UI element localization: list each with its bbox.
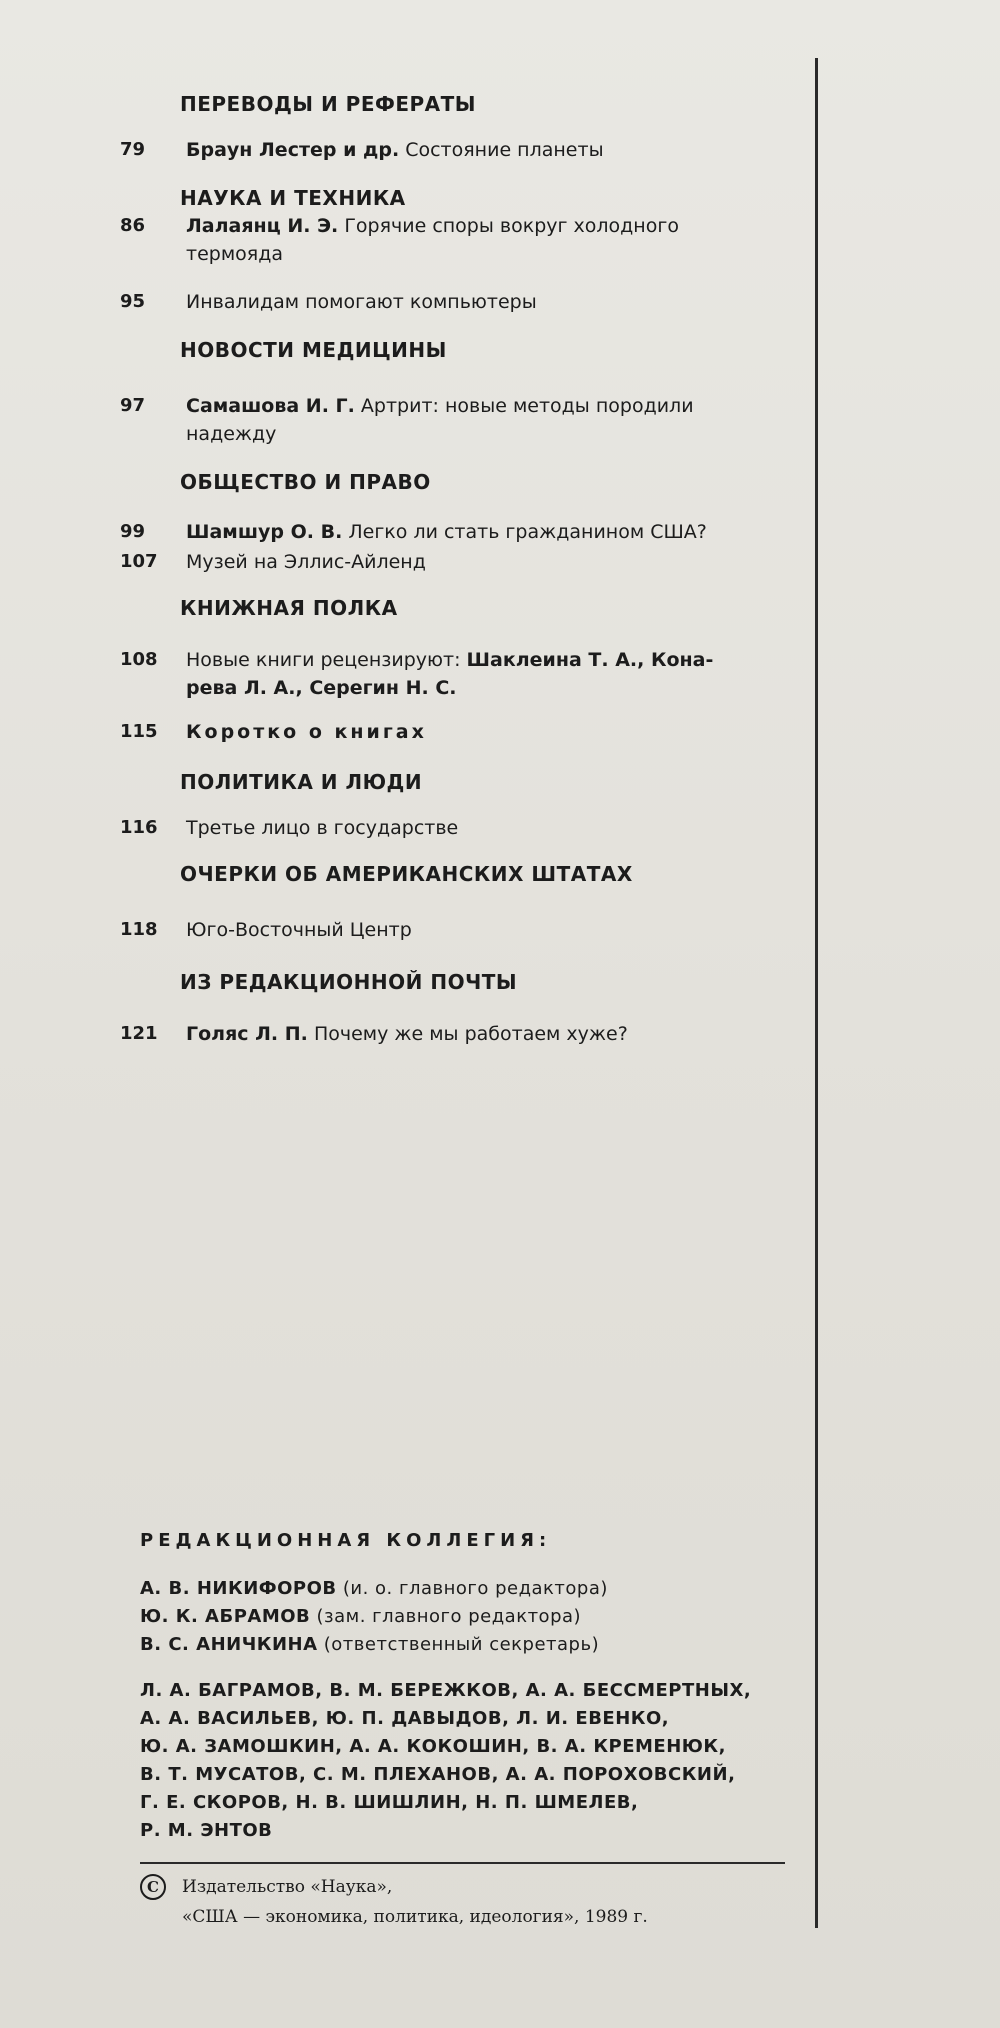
page-number: 97	[120, 395, 146, 416]
entry-author: Голяс Л. П.	[186, 1023, 308, 1045]
entry-title: Третье лицо в государстве	[186, 817, 459, 839]
entry-title-cont: термояда	[186, 243, 283, 265]
members-text: Ю. А. ЗАМОШКИН, А. А. КОКОШИН, В. А. КРЕМЕНЮК,	[140, 1736, 726, 1757]
entry-author: Браун Лестер и др.	[186, 139, 400, 161]
member-name: Ю. К. АБРАМОВ	[140, 1606, 311, 1627]
entry-author: Шаклеина Т. А., Кона-	[466, 649, 714, 671]
page-number: 116	[120, 817, 158, 838]
copyright-block	[140, 1872, 648, 1932]
page-number: 115	[120, 721, 158, 742]
entry-title: Состояние планеты	[405, 139, 604, 161]
publisher-line: Издательство «Наука»,	[182, 1877, 393, 1897]
board-member	[140, 1606, 581, 1627]
section-heading: НОВОСТИ МЕДИЦИНЫ	[180, 338, 447, 362]
toc-entry	[120, 548, 800, 576]
toc-entry	[120, 392, 800, 448]
page-number: 95	[120, 291, 146, 312]
entry-title: Инвалидам помогают компьютеры	[186, 291, 537, 313]
section-heading: КНИЖНАЯ ПОЛКА	[180, 596, 398, 620]
members-text: А. А. ВАСИЛЬЕВ, Ю. П. ДАВЫДОВ, Л. И. ЕВЕНКО,	[140, 1708, 670, 1729]
editorial-board-title: РЕДАКЦИОННАЯ КОЛЛЕГИЯ:	[140, 1530, 552, 1551]
toc-entry	[120, 288, 800, 316]
section-heading: ОБЩЕСТВО И ПРАВО	[180, 470, 431, 494]
entry-title: Юго-Восточный Центр	[186, 919, 412, 941]
copyright-icon: C	[140, 1874, 166, 1900]
member-name: В. С. АНИЧКИНА	[140, 1634, 318, 1655]
entry-title: Горячие споры вокруг холодного	[344, 215, 679, 237]
section-heading: ПОЛИТИКА И ЛЮДИ	[180, 770, 423, 794]
page-number: 108	[120, 649, 158, 670]
members-text: Л. А. БАГРАМОВ, В. М. БЕРЕЖКОВ, А. А. БЕССМЕРТНЫХ,	[140, 1680, 752, 1701]
board-member	[140, 1578, 608, 1599]
toc-entry	[120, 136, 800, 164]
journal-line: «США — экономика, политика, идеология», 1989 г.	[182, 1907, 648, 1927]
section-heading: ПЕРЕВОДЫ И РЕФЕРАТЫ	[180, 92, 476, 116]
section-heading: ОЧЕРКИ ОБ АМЕРИКАНСКИХ ШТАТАХ	[180, 862, 633, 886]
board-members-line	[140, 1708, 669, 1729]
page-number: 99	[120, 521, 146, 542]
entry-author-cont: рева Л. А., Серегин Н. С.	[186, 677, 457, 699]
page-number: 121	[120, 1023, 158, 1044]
page-number: 107	[120, 551, 158, 572]
horizontal-rule	[140, 1862, 785, 1864]
entry-title: Почему же мы работаем хуже?	[313, 1023, 628, 1045]
entry-title: Легко ли стать гражданином США?	[348, 521, 707, 543]
board-members-line	[140, 1736, 726, 1757]
members-text: В. Т. МУСАТОВ, С. М. ПЛЕХАНОВ, А. А. ПОРОХОВСКИЙ,	[140, 1764, 736, 1785]
board-members-line	[140, 1764, 735, 1785]
toc-entry	[120, 1020, 800, 1048]
section-heading: ИЗ РЕДАКЦИОННОЙ ПОЧТЫ	[180, 970, 518, 994]
toc-entry	[120, 518, 800, 546]
entry-author: Самашова И. Г.	[186, 395, 355, 417]
board-members-line	[140, 1792, 638, 1813]
entry-title: Новые книги рецензируют:	[186, 649, 461, 671]
member-role: (и. о. главного редактора)	[342, 1578, 608, 1599]
entry-author: Лалаянц И. Э.	[186, 215, 339, 237]
toc-entry	[120, 718, 800, 746]
board-members-line	[140, 1820, 272, 1841]
toc-entry	[120, 646, 800, 702]
page-number: 86	[120, 215, 146, 236]
members-text: Г. Е. СКОРОВ, Н. В. ШИШЛИН, Н. П. ШМЕЛЕВ,	[140, 1792, 639, 1813]
entry-author: Шамшур О. В.	[186, 521, 343, 543]
entry-title: Артрит: новые методы породили	[360, 395, 694, 417]
entry-title: Музей на Эллис-Айленд	[186, 551, 426, 573]
page-number: 79	[120, 139, 146, 160]
member-name: А. В. НИКИФОРОВ	[140, 1578, 337, 1599]
members-text: Р. М. ЭНТОВ	[140, 1820, 273, 1841]
board-members-line	[140, 1680, 751, 1701]
entry-title-cont: надежду	[186, 423, 277, 445]
toc-entry	[120, 916, 800, 944]
vertical-rule	[815, 58, 818, 1928]
toc-entry	[120, 814, 800, 842]
member-role: (ответственный секретарь)	[323, 1634, 600, 1655]
entry-title: Коротко о книгах	[186, 721, 427, 743]
toc-entry	[120, 212, 800, 268]
member-role: (зам. главного редактора)	[316, 1606, 582, 1627]
board-member	[140, 1634, 599, 1655]
section-heading: НАУКА И ТЕХНИКА	[180, 186, 406, 210]
page-number: 118	[120, 919, 158, 940]
